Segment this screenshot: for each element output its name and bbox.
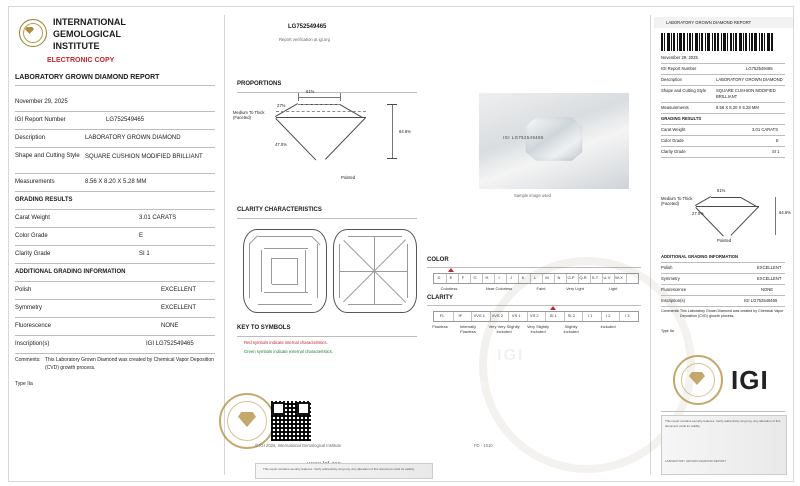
center-rule-5: [427, 305, 641, 306]
right-gold-seal: [673, 355, 723, 405]
center-rule-1: [237, 92, 417, 93]
clarity-tick-0: FL: [439, 313, 445, 318]
left-additional-label-0: Polish: [15, 287, 32, 293]
proportions-crown-angle: 27%: [277, 103, 286, 108]
right-rule-5: [661, 113, 785, 114]
right-field-label-2: Shape and Cutting Style: [661, 88, 707, 93]
clarity-tick-7: SI 2: [567, 313, 575, 318]
security-strip: [255, 463, 433, 479]
clarity-grade-marker: [550, 306, 556, 310]
right-rule-2: [661, 74, 785, 75]
inscription-overlay: IGI LG752549465: [503, 135, 544, 140]
right-rule-7: [661, 135, 785, 136]
color-group-3: Very Light: [566, 286, 584, 291]
right-field-value-3: 8.56 X 8.20 X 5.28 MM: [716, 105, 759, 110]
column-divider-right: [650, 15, 651, 475]
color-tick-8: L: [533, 275, 537, 280]
left-additional-title: ADDITIONAL GRADING INFORMATION: [15, 269, 126, 275]
color-group-4: Light: [608, 286, 618, 291]
proportions-culet-label: Pointed: [341, 175, 356, 180]
left-rule-4: [15, 173, 215, 174]
report-title: LABORATORY GROWN DIAMOND REPORT: [15, 74, 160, 81]
right-prop-crown: 27.0%: [692, 211, 704, 216]
right-additional-value-2: NONE: [761, 287, 774, 292]
clarity-tick-3: VVS 2: [491, 313, 503, 318]
clarity-tick-6: SI 1: [549, 313, 557, 318]
color-tick-2: F: [461, 275, 465, 280]
color-tick-12: Q-R: [579, 275, 587, 280]
right-side-strip-title: LABORATORY GROWN DIAMOND REPORT: [665, 459, 727, 463]
gold-seal: [219, 393, 275, 449]
right-comments-text: This Laboratory Grown Diamond was created by Chemical Vapor Deposition (CVD) growth process.: [680, 309, 784, 318]
center-report-number: LG752549465: [288, 24, 327, 30]
igi-wordmark: IGI: [731, 365, 769, 395]
right-grading-value-2: SI 1: [772, 149, 780, 154]
left-rule-13: [15, 335, 215, 336]
center-report-verification: Report verification at igi.org: [279, 37, 330, 42]
left-rule-6: [15, 209, 215, 210]
left-field-value-0: LG752549465: [106, 117, 145, 123]
header-divider: [15, 85, 215, 86]
left-grading-label-1: Color Grade: [15, 233, 48, 239]
clarity-tick-1: IF: [458, 313, 463, 318]
left-additional-value-3: IGI LG752549465: [146, 341, 194, 347]
left-field-label-0: IGI Report Number: [15, 117, 66, 123]
right-rule-12: [661, 284, 785, 285]
barcode: [661, 33, 785, 51]
clarity-tick-9: I 2: [606, 313, 611, 318]
left-field-label-2: Shape and Cutting Style: [15, 153, 80, 159]
proportions-table-pct: 61%: [306, 89, 315, 94]
right-additional-value-3: IGI LG752549465: [744, 298, 778, 303]
right-additional-title: ADDITIONAL GRADING INFORMATION: [661, 254, 739, 259]
right-field-label-1: Description: [661, 77, 682, 82]
color-tick-6: J: [510, 275, 512, 280]
right-rule-4: [661, 102, 785, 103]
right-rule-9: [661, 157, 785, 158]
qr-code[interactable]: [271, 401, 311, 441]
left-grading-value-2: SI 1: [139, 251, 150, 257]
left-rule-9: [15, 263, 215, 264]
right-rule-1: [661, 63, 785, 64]
proportions-depth-label: 64.6%: [399, 129, 411, 134]
color-grade-marker: [448, 268, 454, 272]
right-date: November 29, 2025: [661, 55, 698, 60]
left-field-value-1: LABORATORY GROWN DIAMOND: [85, 135, 181, 141]
certificate-body: [8, 6, 794, 482]
left-rule-3: [15, 147, 215, 148]
right-field-value-1: LABORATORY GROWN DIAMOND: [716, 77, 783, 82]
igi-logo-gem: [25, 27, 34, 34]
right-rule-14: [661, 306, 785, 307]
proportions-girdle-label: Medium To Thick (Faceted): [233, 110, 265, 120]
right-rule-3: [661, 85, 785, 86]
clarity-group-5: Included: [600, 324, 616, 329]
sample-image-caption: Sample image used: [514, 193, 552, 198]
color-group-0: Colorless: [440, 286, 458, 291]
proportions-title: PROPORTIONS: [237, 81, 282, 87]
left-comments-label: Comments:: [15, 357, 41, 363]
color-tick-10: N: [557, 275, 561, 280]
color-tick-15: W-X: [615, 275, 623, 280]
left-grading-label-0: Carat Weight: [15, 215, 50, 221]
color-group-2: Faint: [536, 286, 546, 291]
color-tick-7: K: [521, 275, 525, 280]
left-grading-value-0: 3.01 CARATS: [139, 215, 177, 221]
clarity-tick-8: I 1: [588, 313, 593, 318]
right-additional-label-3: Inscription(s): [661, 298, 685, 303]
right-grading-value-1: E: [776, 138, 779, 143]
org-line-3: INSTITUTE: [53, 41, 100, 51]
right-field-label-0: IGI Report Number: [661, 66, 697, 71]
left-type-label: Type IIa: [15, 381, 33, 387]
watermark-text: IGI: [497, 347, 525, 364]
right-prop-depth: 64.6%: [779, 210, 791, 215]
key-red-text: Red symbols indicate internal characteristics.: [244, 340, 328, 345]
color-tick-1: E: [449, 275, 453, 280]
clarity-characteristics-title: CLARITY CHARACTERISTICS: [237, 207, 322, 213]
color-tick-14: U-V: [603, 275, 611, 280]
right-field-label-3: Measurements: [661, 105, 689, 110]
center-rule-4: [427, 267, 641, 268]
igi-logo-ring: [19, 19, 47, 47]
clarity-group-4: Slightly Included: [563, 324, 579, 334]
key-green-text: Green symbols indicate external characteristics.: [244, 349, 333, 354]
key-to-symbols-title: KEY TO SYMBOLS: [237, 325, 291, 331]
right-additional-value-0: EXCELLENT: [757, 265, 782, 270]
clarity-group-1: Internally Flawless: [459, 324, 477, 334]
left-additional-value-2: NONE: [161, 323, 179, 329]
clarity-plot-pavilion: [333, 229, 417, 313]
clarity-tick-10: I 3: [625, 313, 630, 318]
left-rule-11: [15, 299, 215, 300]
color-tick-4: H: [485, 275, 489, 280]
right-grading-label-1: Color Grade: [661, 138, 684, 143]
color-tick-9: M: [545, 275, 549, 280]
footer-code: FD - 1010: [474, 443, 493, 448]
left-field-label-1: Description: [15, 135, 46, 141]
security-strip-text: This report contains security features. Verify authenticity at igi.org. Any alteration of this document voids its validity.: [263, 467, 415, 471]
color-tick-5: I: [498, 275, 500, 280]
color-tick-11: O-P: [567, 275, 575, 280]
color-scale-title: COLOR: [427, 257, 449, 263]
left-grading-label-2: Clarity Grade: [15, 251, 51, 257]
left-field-label-3: Measurements: [15, 179, 55, 185]
right-rule-8: [661, 146, 785, 147]
left-field-value-3: 8.56 X 8.20 X 5.28 MM: [85, 179, 147, 185]
center-rule-3: [237, 336, 417, 337]
right-prop-table-pct: 61%: [717, 188, 726, 193]
left-rule-2: [15, 129, 215, 130]
org-line-1: INTERNATIONAL: [53, 17, 126, 27]
right-rule-15: [661, 411, 785, 412]
right-comments-label: Comments:: [661, 309, 680, 313]
left-additional-value-1: EXCELLENT: [161, 305, 197, 311]
right-grading-value-0: 3.01 CARATS: [752, 127, 778, 132]
clarity-plot-crown: [243, 229, 327, 313]
left-field-value-2: SQUARE CUSHION MODIFIED BRILLIANT: [85, 154, 203, 160]
color-tick-0: D: [437, 275, 441, 280]
right-security-note: This report contains security features. Verify authenticity at igi.org. Any alteration of this document voids its validity.: [665, 419, 781, 428]
right-additional-label-2: Fluorescence: [661, 287, 687, 292]
right-grading-label-2: Clarity Grade: [661, 149, 686, 154]
right-grading-label-0: Carat Weight: [661, 127, 686, 132]
right-field-value-2: SQUARE CUSHION MODIFIED BRILLIANT: [716, 88, 776, 99]
right-prop-culet: Pointed: [717, 238, 732, 243]
right-rule-13: [661, 295, 785, 296]
clarity-group-2: Very Very Slightly Included: [488, 324, 520, 334]
left-comments-text: This Laboratory Grown Diamond was created by Chemical Vapor Deposition (CVD) growth process.: [45, 357, 214, 371]
right-prop-girdle: Medium To Thick (Faceted): [661, 196, 693, 206]
right-additional-label-1: Symmetry: [661, 276, 680, 281]
org-line-2: GEMOLOGICAL: [53, 29, 121, 39]
right-banner-title: LABORATORY GROWN DIAMOND REPORT: [666, 20, 752, 25]
clarity-tick-5: VS 2: [529, 313, 539, 318]
left-rule-10: [15, 281, 215, 282]
electronic-copy-stamp: ELECTRONIC COPY: [47, 57, 115, 64]
right-rule-10: [661, 262, 785, 263]
clarity-tick-4: VS 1: [511, 313, 521, 318]
right-grading-title: GRADING RESULTS: [661, 116, 702, 121]
clarity-tick-2: VVS 1: [473, 313, 485, 318]
color-tick-13: S-T: [591, 275, 599, 280]
right-additional-value-1: EXCELLENT: [757, 276, 782, 281]
color-group-1: Near Colorless: [485, 286, 513, 291]
left-additional-label-3: Inscription(s): [15, 341, 50, 347]
left-additional-value-0: EXCELLENT: [161, 287, 197, 293]
color-tick-3: G: [473, 275, 477, 280]
left-rule-7: [15, 227, 215, 228]
left-additional-label-1: Symmetry: [15, 305, 42, 311]
clarity-scale-title: CLARITY: [427, 295, 453, 301]
proportions-pavilion-angle: 47.0%: [275, 142, 287, 147]
left-rule-5: [15, 191, 215, 192]
right-type-label: Type IIa: [661, 329, 674, 333]
footer-copyright: © IGI 2025, International Gemological Institute: [255, 443, 341, 448]
left-rule-12: [15, 317, 215, 318]
clarity-group-0: Flawless: [432, 324, 448, 329]
sample-image: [479, 93, 629, 189]
left-grading-value-1: E: [139, 233, 144, 239]
right-rule-6: [661, 124, 785, 125]
right-rule-11: [661, 273, 785, 274]
left-additional-label-2: Fluorescence: [15, 323, 52, 329]
clarity-group-3: Very Slightly Included: [526, 324, 549, 334]
left-rule-8: [15, 245, 215, 246]
right-additional-label-0: Polish: [661, 265, 673, 270]
center-rule-2: [237, 218, 417, 219]
left-rule-1: [15, 111, 215, 112]
left-grading-title: GRADING RESULTS: [15, 197, 73, 203]
left-date: November 29, 2025: [15, 99, 68, 105]
right-field-value-0: LG752549465: [746, 66, 773, 71]
left-rule-14: [15, 353, 215, 354]
